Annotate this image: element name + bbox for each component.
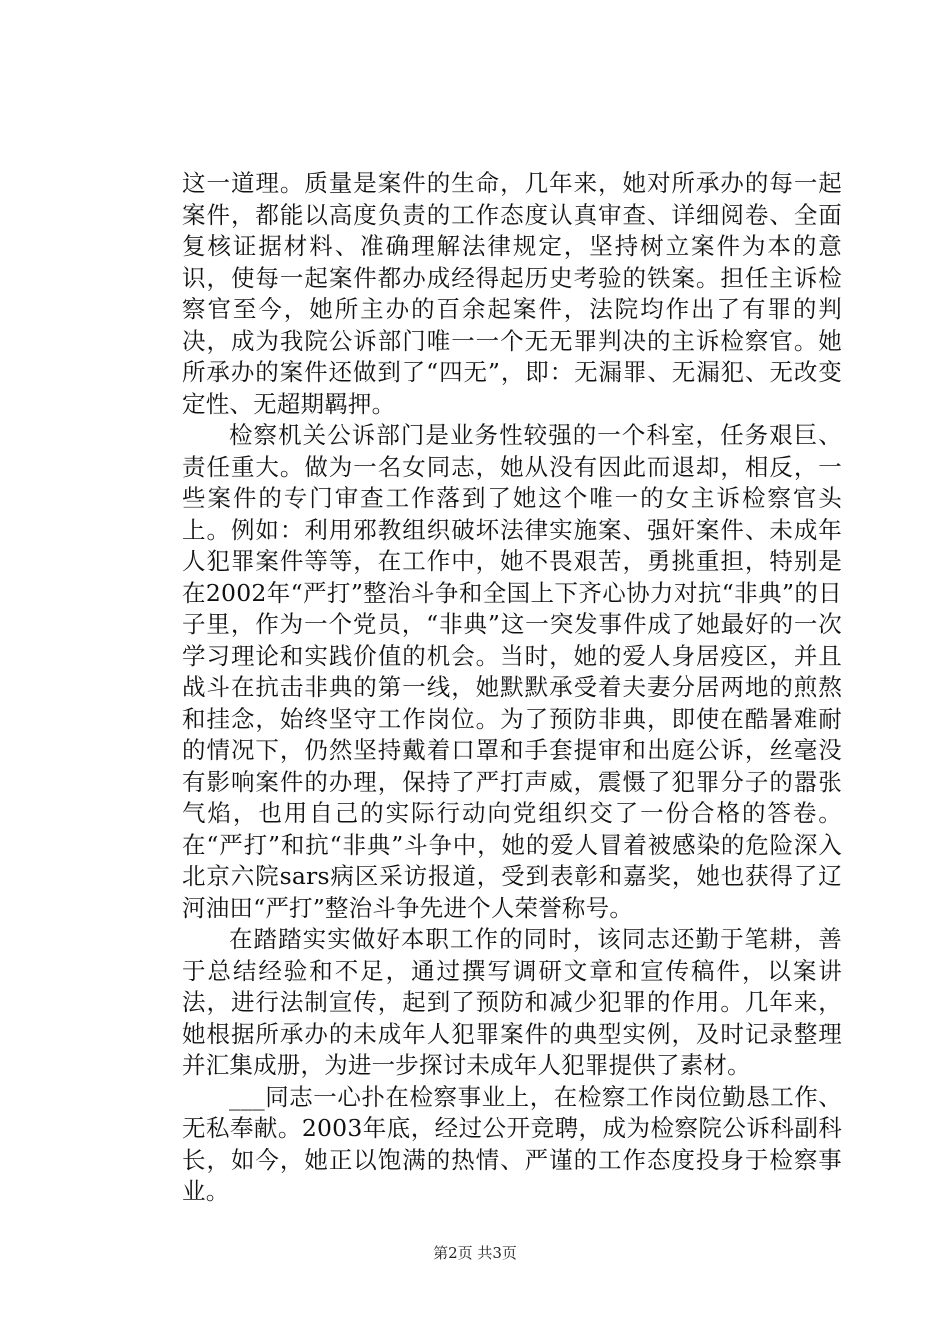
paragraph-1: 这一道理。质量是案件的生命，几年来，她对所承办的每一起案件，都能以高度负责的工作态度认真审查、详细阅卷、全面复核证据材料、准确理解法律规定，坚持树立案件为本的意识，使每一起案件都办成经得起历史考验的铁案。担任主诉检察官至今，她所主办的百余起案件，法院均作出了有罪的判决，成为我院公诉部门唯一一个无无罪判决的主诉检察官。她所承办的案件还做到了“四无”，即：无漏罪、无漏犯、无改变定性、无超期羁押。: [182, 169, 842, 418]
paragraph-2: 检察机关公诉部门是业务性较强的一个科室，任务艰巨、责任重大。做为一名女同志，她从没有因此而退却，相反，一些案件的专门审查工作落到了她这个唯一的女主诉检察官头上。例如：利用邪教组织破坏法律实施案、强奸案件、未成年人犯罪案件等等，在工作中，她不畏艰苦，勇挑重担，特别是在2002年“严打”整治斗争和全国上下齐心协力对抗“非典”的日子里，作为一个党员，“非典”这一突发事件成了她最好的一次学习理论和实践价值的机会。当时，她的爱人身居疫区，并且战斗在抗击非典的第一线，她默默承受着夫妻分居两地的煎熬和挂念，始终坚守工作岗位。为了预防非典，即使在酷暑难耐的情况下，仍然坚持戴着口罩和手套提审和出庭公诉，丝毫没有影响案件的办理，保持了严打声威，震慑了犯罪分子的嚣张气焰，也用自己的实际行动向党组织交了一份合格的答卷。在“严打”和抗“非典”斗争中，她的爱人冒着被感染的危险深入北京六院sars病区采访报道，受到表彰和嘉奖，她也获得了辽河油田“严打”整治斗争先进个人荣誉称号。: [182, 421, 842, 922]
body-text: [182, 168, 842, 1208]
paragraph-4: ___同志一心扑在检察事业上，在检察工作岗位勤恳工作、无私奉献。2003年底，经过公开竞聘，成为检察院公诉科副科长，如今，她正以饱满的热情、严谨的工作态度投身于检察事业。: [182, 1082, 842, 1205]
paragraph-3: 在踏踏实实做好本职工作的同时，该同志还勤于笔耕，善于总结经验和不足，通过撰写调研文章和宣传稿件，以案讲法，进行法制宣传，起到了预防和减少犯罪的作用。几年来，她根据所承办的未成年人犯罪案件的典型实例，及时记录整理并汇集成册，为进一步探讨未成年人犯罪提供了素材。: [182, 925, 842, 1079]
page-number-footer: 第2页 共3页: [433, 1244, 517, 1262]
